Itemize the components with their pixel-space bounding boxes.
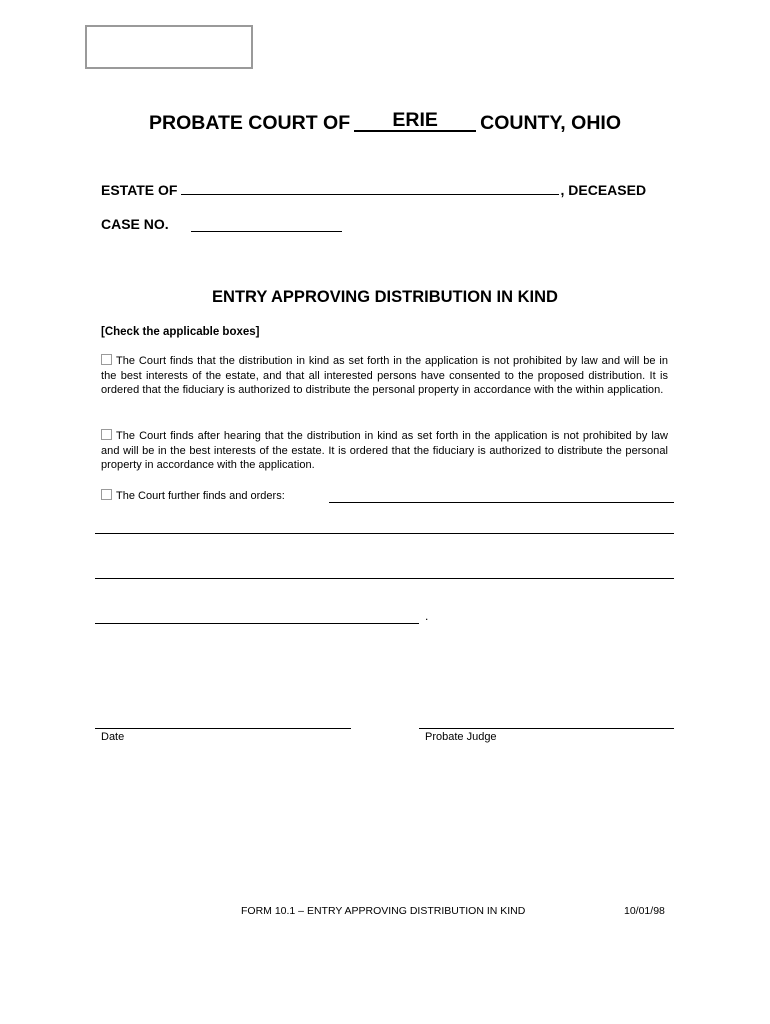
option-3: [101, 489, 285, 502]
option-1-checkbox[interactable]: [101, 354, 112, 365]
option-1-text: The Court finds that the distribution in kind as set forth in the application is not prohibited by law and will be in the best interests of the estate, and that all interested persons have consented to the proposed distribution. It is ordered that the fiduciary is authorized to distribute the personal property in accordance with the within application.: [101, 355, 668, 397]
instruction-note: [Check the applicable boxes]: [101, 326, 260, 338]
option-3-text: The Court further finds and orders:: [116, 490, 285, 502]
option-1: [101, 354, 668, 398]
page-title: [0, 109, 770, 135]
date-label: Date: [101, 731, 125, 743]
option-2-text: The Court finds after hearing that the distribution in kind as set forth in the application is not prohibited by law and will be in the best interests of the estate. It is ordered that the fiduciary is authorized to distribute the personal property in accordance with the application.: [101, 430, 668, 472]
estate-name-field[interactable]: [181, 180, 559, 195]
further-orders-line-1[interactable]: [329, 502, 674, 503]
estate-label: ESTATE OF: [101, 182, 178, 198]
trailing-period: .: [425, 609, 429, 623]
date-signature-line[interactable]: [95, 728, 351, 729]
judge-signature-line[interactable]: [419, 728, 674, 729]
option-2: [101, 429, 668, 473]
option-2-checkbox[interactable]: [101, 429, 112, 440]
further-orders-line-2[interactable]: [95, 533, 674, 534]
estate-row: [101, 180, 646, 198]
county-field[interactable]: ERIE: [354, 110, 476, 132]
estate-suffix: , DECEASED: [560, 182, 647, 198]
further-orders-line-3[interactable]: [95, 578, 674, 579]
further-orders-line-4[interactable]: [95, 623, 419, 624]
form-footer-title: FORM 10.1 – ENTRY APPROVING DISTRIBUTION IN KIND: [241, 905, 526, 917]
form-revision-date: 10/01/98: [624, 905, 665, 917]
title-prefix: PROBATE COURT OF: [149, 112, 351, 134]
case-label: CASE NO.: [101, 216, 169, 232]
entry-heading: ENTRY APPROVING DISTRIBUTION IN KIND: [212, 288, 558, 306]
title-suffix: COUNTY, OHIO: [480, 112, 621, 134]
judge-label: Probate Judge: [425, 731, 497, 743]
court-stamp-box: [85, 25, 253, 69]
case-number-field[interactable]: [191, 231, 342, 232]
option-3-checkbox[interactable]: [101, 489, 112, 500]
